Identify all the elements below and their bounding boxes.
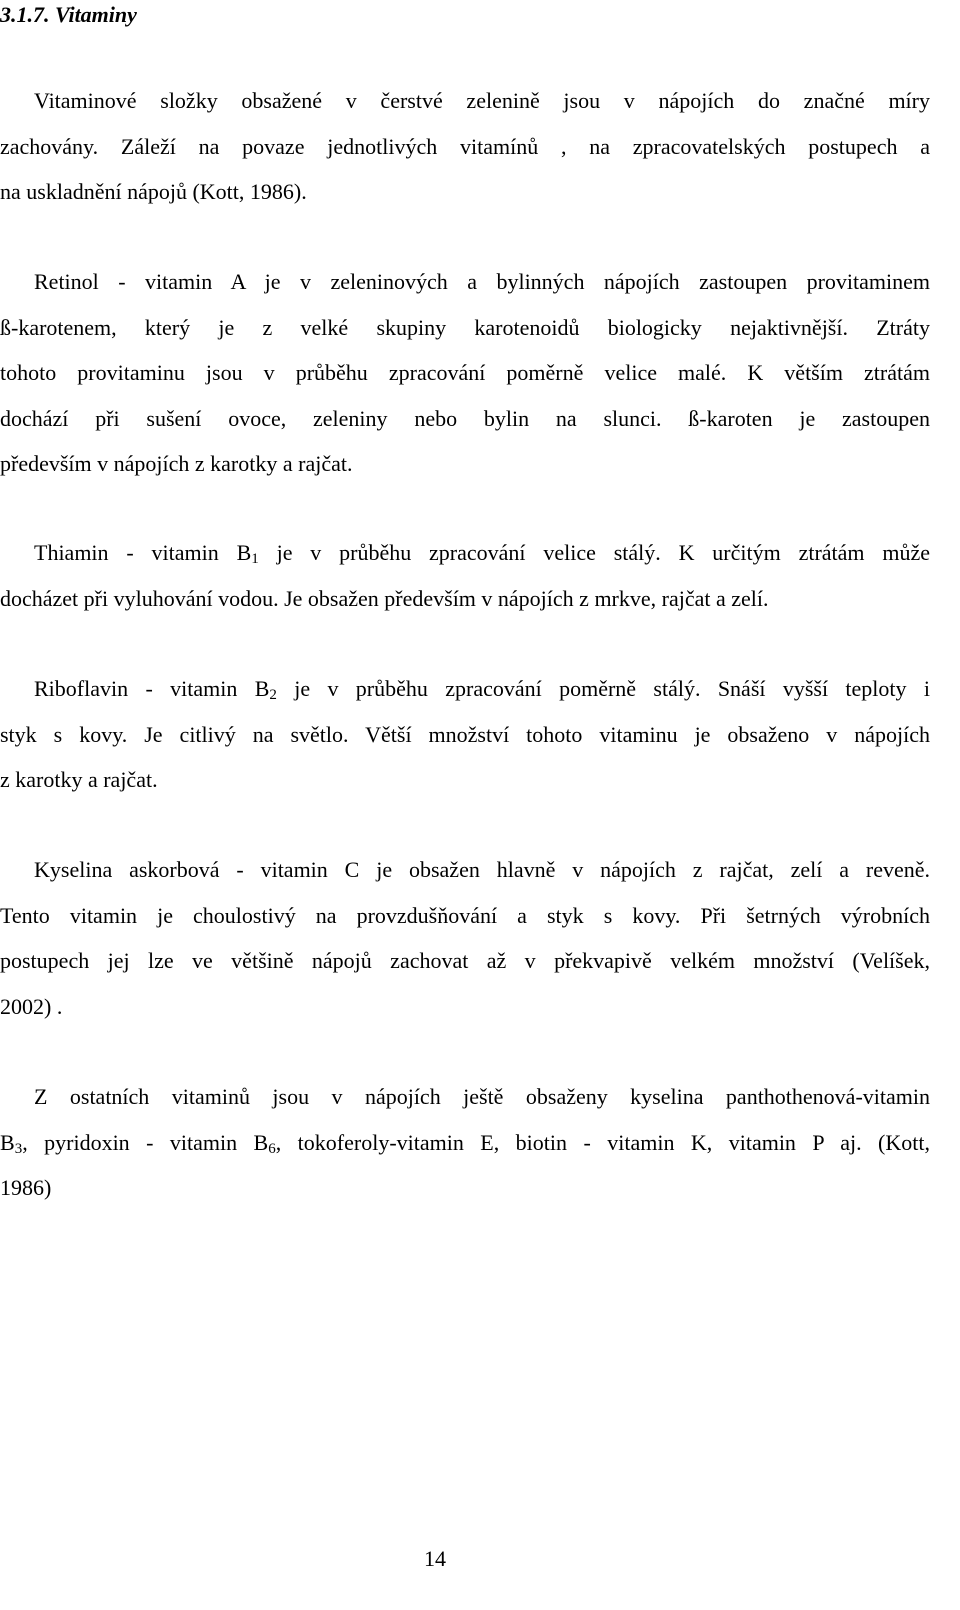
subscript: 3 xyxy=(14,1140,23,1157)
subscript: 2 xyxy=(269,687,277,703)
paragraph-line: styk s kovy. Je citlivý na světlo. Větší množství tohoto vitaminu je obsaženo v nápojích xyxy=(0,721,930,747)
paragraph-line xyxy=(0,1120,930,1166)
text-run: je v průběhu zpracování poměrně stálý. Snáší vyšší teploty i xyxy=(276,676,930,701)
subscript: 6 xyxy=(268,1140,276,1157)
paragraph-ascorbic xyxy=(0,847,930,1029)
paragraph-line: zachovány. Záleží na povaze jednotlivých vitamínů , na zpracovatelských postupech a xyxy=(0,133,930,159)
paragraph-retinol xyxy=(0,259,930,487)
paragraph-line: docházet při vyluhování vodou. Je obsažen především v nápojích z mrkve, rajčat a zelí. xyxy=(0,585,769,611)
paragraph-line xyxy=(0,530,930,576)
paragraph-line: tohoto provitaminu jsou v průběhu zpracování poměrně velice malé. K větším ztrátám xyxy=(0,360,930,385)
paragraph-line: Z ostatních vitaminů jsou v nápojích ještě obsaženy kyselina panthothenová-vitamin xyxy=(34,1084,930,1109)
text-run: je v průběhu zpracování velice stálý. K určitým ztrátám může xyxy=(258,540,930,565)
paragraph-line: 2002) . xyxy=(0,993,63,1019)
paragraph-line: z karotky a rajčat. xyxy=(0,767,158,792)
paragraph-line xyxy=(0,666,930,712)
paragraph-riboflavin xyxy=(0,666,930,803)
paragraph-line: Kyselina askorbová - vitamin C je obsažen hlavně v nápojích z rajčat, zelí a reveně. xyxy=(34,857,930,882)
paragraph-line: především v nápojích z karotky a rajčat. xyxy=(0,451,353,476)
text-run: , tokoferoly-vitamin E, biotin - vitamin K, vitamin P aj. (Kott, xyxy=(275,1129,930,1155)
paragraph-line: 1986) xyxy=(0,1175,52,1200)
paragraph-line: Tento vitamin je choulostivý na provzdušňování a styk s kovy. Při šetrných výrobních xyxy=(0,902,930,928)
paragraph-line: Vitaminové složky obsažené v čerstvé zelenině jsou v nápojích do značné míry xyxy=(34,88,930,113)
paragraph-thiamin xyxy=(0,530,930,621)
text-run: , pyridoxin - vitamin B xyxy=(22,1129,269,1155)
text-run: B xyxy=(0,1129,15,1155)
subscript: 1 xyxy=(251,551,259,567)
paragraph-line: Retinol - vitamin A je v zeleninových a bylinných nápojích zastoupen provitaminem xyxy=(34,269,930,294)
section-heading: 3.1.7. Vitaminy xyxy=(0,2,137,27)
paragraph-intro xyxy=(0,78,930,215)
text-run: Thiamin - vitamin B xyxy=(34,540,252,565)
paragraph-other-vitamins xyxy=(0,1074,930,1211)
text-run: Riboflavin - vitamin B xyxy=(34,676,270,701)
page-number: 14 xyxy=(424,1546,446,1571)
paragraph-line: ß-karotenem, který je z velké skupiny karotenoidů biologicky nejaktivnější. Ztráty xyxy=(0,314,930,340)
paragraph-line: na uskladnění nápojů (Kott, 1986). xyxy=(0,179,307,204)
paragraph-line: postupech jej lze ve většině nápojů zachovat až v překvapivě velkém množství (Velíšek, xyxy=(0,948,930,973)
paragraph-line: dochází při sušení ovoce, zeleniny nebo bylin na slunci. ß-karoten je zastoupen xyxy=(0,405,930,431)
